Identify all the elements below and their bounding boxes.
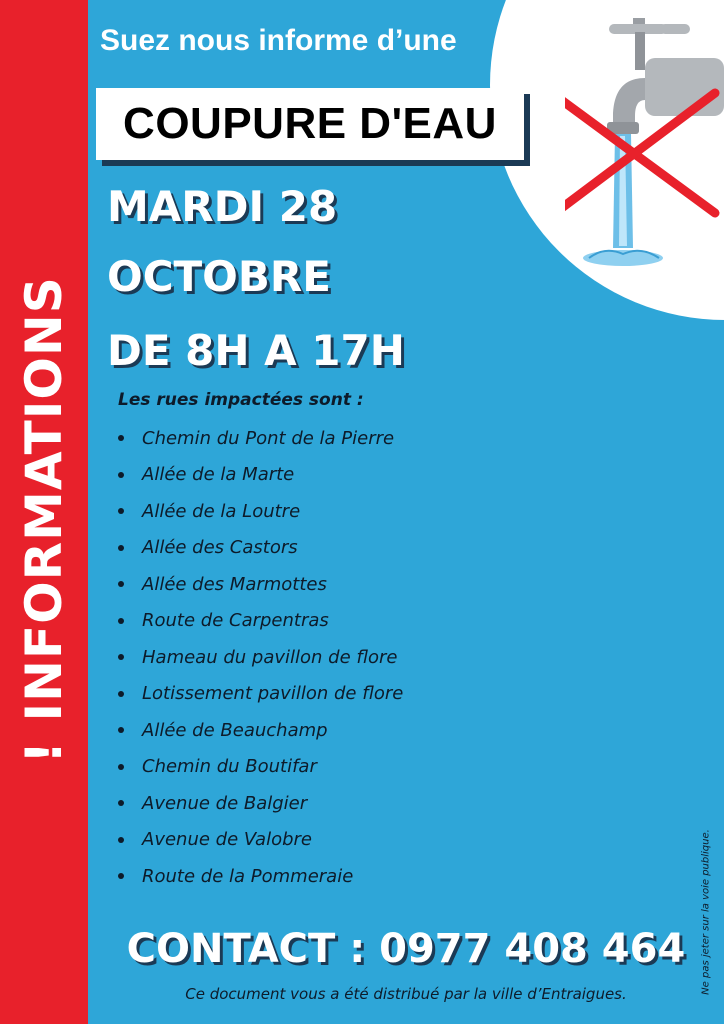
intro-text: Suez nous informe d’une — [100, 24, 457, 57]
list-item — [118, 639, 403, 676]
bullet-icon — [118, 764, 124, 770]
footer-note: Ce document vous a été distribué par la ville d’Entraigues. — [185, 985, 627, 1003]
bullet-icon — [118, 508, 124, 514]
street-name: Allée de la Loutre — [142, 500, 301, 522]
street-name: Allée des Marmottes — [142, 573, 327, 595]
bullet-icon — [118, 435, 124, 441]
list-item — [118, 858, 403, 895]
list-item — [118, 566, 403, 603]
street-name: Allée de la Marte — [142, 464, 295, 486]
sidebar-banner — [0, 0, 88, 1024]
bullet-icon — [118, 837, 124, 843]
street-name: Route de la Pommeraie — [142, 865, 354, 887]
list-item — [118, 785, 403, 822]
bullet-icon — [118, 618, 124, 624]
list-item — [118, 530, 403, 567]
street-name: Chemin du Boutifar — [142, 756, 317, 778]
list-item — [118, 676, 403, 713]
informations-label: ! INFORMATIONS — [15, 276, 73, 764]
street-name: Chemin du Pont de la Pierre — [142, 427, 395, 449]
bullet-icon — [118, 691, 124, 697]
streets-heading: Les rues impactées sont : — [118, 390, 364, 410]
street-name: Avenue de Balgier — [142, 792, 308, 814]
streets-list — [118, 420, 403, 895]
bullet-icon — [118, 581, 124, 587]
bullet-icon — [118, 873, 124, 879]
date-line-hours: DE 8H A 17H — [107, 326, 405, 375]
list-item — [118, 457, 403, 494]
street-name: Allée des Castors — [142, 537, 298, 559]
date-line-month: OCTOBRE — [107, 252, 331, 301]
street-name: Route de Carpentras — [142, 610, 329, 632]
side-note: Ne pas jeter sur la voie publique. — [700, 829, 712, 995]
bullet-icon — [118, 727, 124, 733]
street-name: Lotissement pavillon de flore — [142, 683, 404, 705]
page-title: COUPURE D'EAU — [123, 99, 497, 148]
list-item — [118, 603, 403, 640]
street-name: Hameau du pavillon de flore — [142, 646, 398, 668]
street-name: Allée de Beauchamp — [142, 719, 328, 741]
bullet-icon — [118, 545, 124, 551]
bullet-icon — [118, 654, 124, 660]
title-box — [96, 88, 524, 160]
contact-phone: CONTACT : 0977 408 464 — [126, 926, 686, 972]
street-name: Avenue de Valobre — [142, 829, 312, 851]
date-line-day: MARDI 28 — [107, 182, 338, 231]
bullet-icon — [118, 472, 124, 478]
bullet-icon — [118, 800, 124, 806]
faucet-crossed-icon — [565, 18, 724, 283]
list-item — [118, 822, 403, 859]
list-item — [118, 712, 403, 749]
list-item — [118, 420, 403, 457]
list-item — [118, 749, 403, 786]
list-item — [118, 493, 403, 530]
